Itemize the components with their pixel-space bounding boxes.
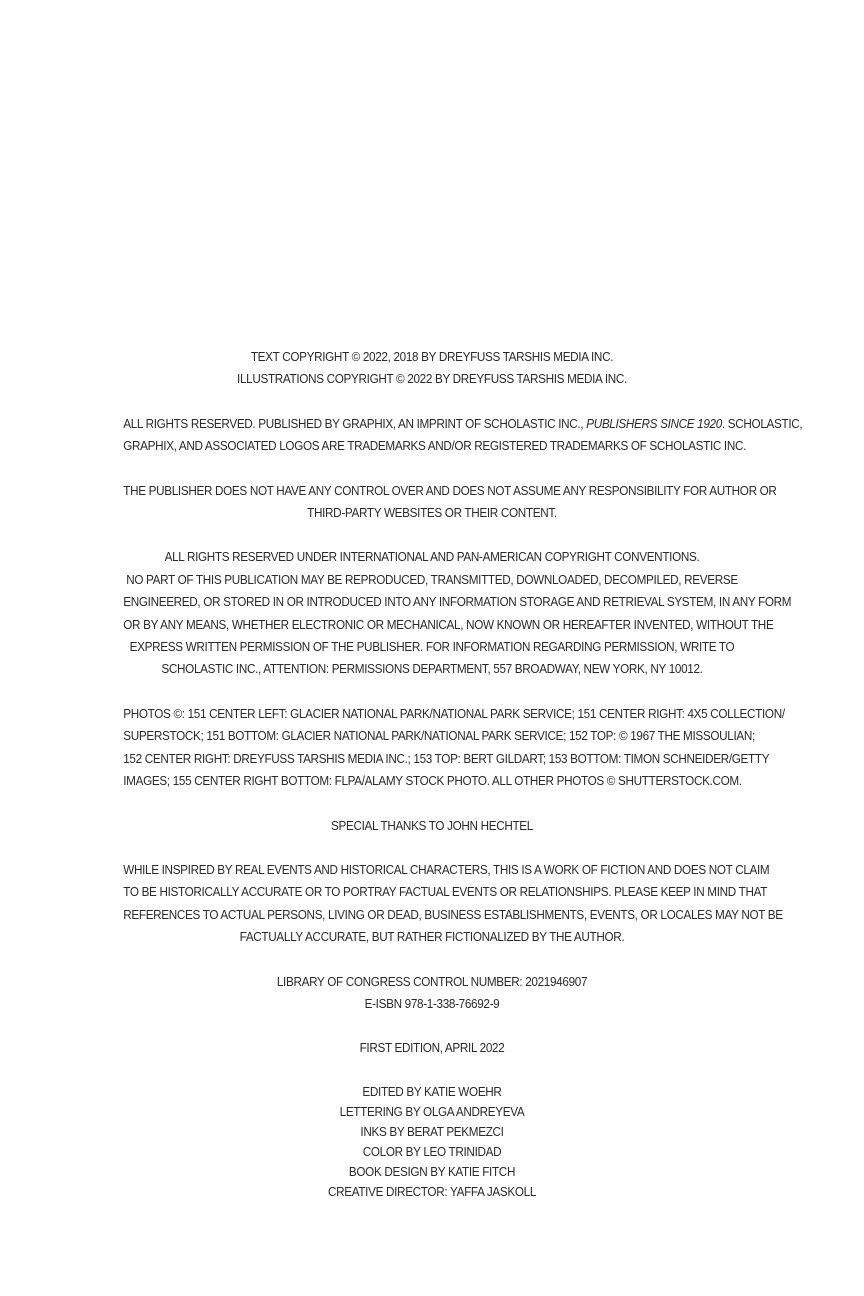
fiction-notice-line-4: FACTUALLY ACCURATE, BUT RATHER FICTIONALIZED BY THE AUTHOR.	[239, 930, 625, 945]
rights-line-1	[123, 413, 803, 435]
disclaimer-line-2: THIRD-PARTY WEBSITES OR THEIR CONTENT.	[307, 506, 557, 521]
copyright-notice	[123, 346, 741, 391]
credit-editor: EDITED BY KATIE WOEHR	[362, 1084, 502, 1099]
copyright-conventions-paragraph	[123, 546, 792, 680]
credit-creative-director: CREATIVE DIRECTOR: YAFFA JASKOLL	[327, 1184, 537, 1199]
lccn-line: LIBRARY OF CONGRESS CONTROL NUMBER: 2021946907	[276, 974, 588, 989]
fiction-notice-paragraph	[123, 859, 783, 949]
rights-line-2: GRAPHIX, AND ASSOCIATED LOGOS ARE TRADEMARKS AND/OR REGISTERED TRADEMARKS OF SCHOLASTIC INC.	[123, 439, 747, 454]
eisbn-line: E-ISBN 978-1-338-76692-9	[364, 996, 500, 1011]
fiction-notice-line-3: REFERENCES TO ACTUAL PERSONS, LIVING OR DEAD, BUSINESS ESTABLISHMENTS, EVENTS, OR LOCALES MAY NOT BE	[123, 907, 783, 922]
rights-text-end: . SCHOLASTIC,	[721, 416, 803, 431]
photo-credits-line-2: SUPERSTOCK; 151 BOTTOM: GLACIER NATIONAL PARK/NATIONAL PARK SERVICE; 152 TOP: © 1967 THE MISSOULIAN;	[123, 729, 755, 744]
credit-lettering: LETTERING BY OLGA ANDREYEVA	[339, 1104, 525, 1119]
copyright-text-block	[123, 346, 803, 1224]
conventions-line-6: SCHOLASTIC INC., ATTENTION: PERMISSIONS DEPARTMENT, 557 BROADWAY, NEW YORK, NY 10012.	[161, 662, 703, 677]
rights-reserved-paragraph	[123, 413, 803, 458]
conventions-line-1: ALL RIGHTS RESERVED UNDER INTERNATIONAL AND PAN-AMERICAN COPYRIGHT CONVENTIONS.	[164, 550, 700, 565]
credit-color: COLOR BY LEO TRINIDAD	[362, 1144, 502, 1159]
fiction-notice-line-1: WHILE INSPIRED BY REAL EVENTS AND HISTORICAL CHARACTERS, THIS IS A WORK OF FICTION AND DOES NOT CLAIM	[123, 862, 770, 877]
rights-text-start: ALL RIGHTS RESERVED. PUBLISHED BY GRAPHIX, AN IMPRINT OF SCHOLASTIC INC.,	[123, 416, 587, 431]
edition-info	[123, 1037, 741, 1059]
text-copyright-line: TEXT COPYRIGHT © 2022, 2018 BY DREYFUSS TARSHIS MEDIA INC.	[250, 350, 614, 364]
catalog-info	[123, 971, 741, 1016]
edition-line: FIRST EDITION, APRIL 2022	[359, 1041, 505, 1056]
conventions-line-2: NO PART OF THIS PUBLICATION MAY BE REPRODUCED, TRANSMITTED, DOWNLOADED, DECOMPILED, REVERSE	[126, 572, 738, 587]
illustrations-copyright-line: ILLUSTRATIONS COPYRIGHT © 2022 BY DREYFUSS TARSHIS MEDIA INC.	[237, 372, 627, 387]
conventions-line-5: EXPRESS WRITTEN PERMISSION OF THE PUBLISHER. FOR INFORMATION REGARDING PERMISSION, WRITE TO	[129, 640, 735, 655]
conventions-line-3: ENGINEERED, OR STORED IN OR INTRODUCED INTO ANY INFORMATION STORAGE AND RETRIEVAL SYSTEM, IN ANY FORM	[123, 595, 792, 610]
special-thanks-line: SPECIAL THANKS TO JOHN HECHTEL	[331, 818, 533, 833]
credit-inks: INKS BY BERAT PEKMEZCI	[360, 1124, 504, 1139]
disclaimer-line-1: THE PUBLISHER DOES NOT HAVE ANY CONTROL OVER AND DOES NOT ASSUME ANY RESPONSIBILITY FOR AUTHOR OR	[123, 483, 777, 498]
photo-credits-line-1: PHOTOS ©: 151 CENTER LEFT: GLACIER NATIONAL PARK/NATIONAL PARK SERVICE; 151 CENTER RIGHT: 4X5 COLLECTION/	[123, 706, 785, 721]
photo-credits-line-4: IMAGES; 155 CENTER RIGHT BOTTOM: FLPA/ALAMY STOCK PHOTO. ALL OTHER PHOTOS © SHUTTERSTOCK.COM.	[123, 774, 742, 789]
photo-credits-paragraph	[123, 703, 785, 793]
publishers-since-italic: PUBLISHERS SINCE 1920	[586, 416, 722, 431]
photo-credits-line-3: 152 CENTER RIGHT: DREYFUSS TARSHIS MEDIA INC.; 153 TOP: BERT GILDART; 153 BOTTOM: TIMON SCHNEIDER/GETTY	[123, 751, 770, 766]
fiction-notice-line-2: TO BE HISTORICALLY ACCURATE OR TO PORTRAY FACTUAL EVENTS OR RELATIONSHIPS. PLEASE KEEP IN MIND THAT	[123, 885, 768, 900]
conventions-line-4: OR BY ANY MEANS, WHETHER ELECTRONIC OR MECHANICAL, NOW KNOWN OR HEREAFTER INVENTED, WITHOUT THE	[123, 617, 774, 632]
production-credits	[123, 1082, 741, 1202]
credit-book-design: BOOK DESIGN BY KATIE FITCH	[348, 1164, 516, 1179]
special-thanks	[123, 815, 741, 837]
publisher-disclaimer	[123, 480, 777, 525]
